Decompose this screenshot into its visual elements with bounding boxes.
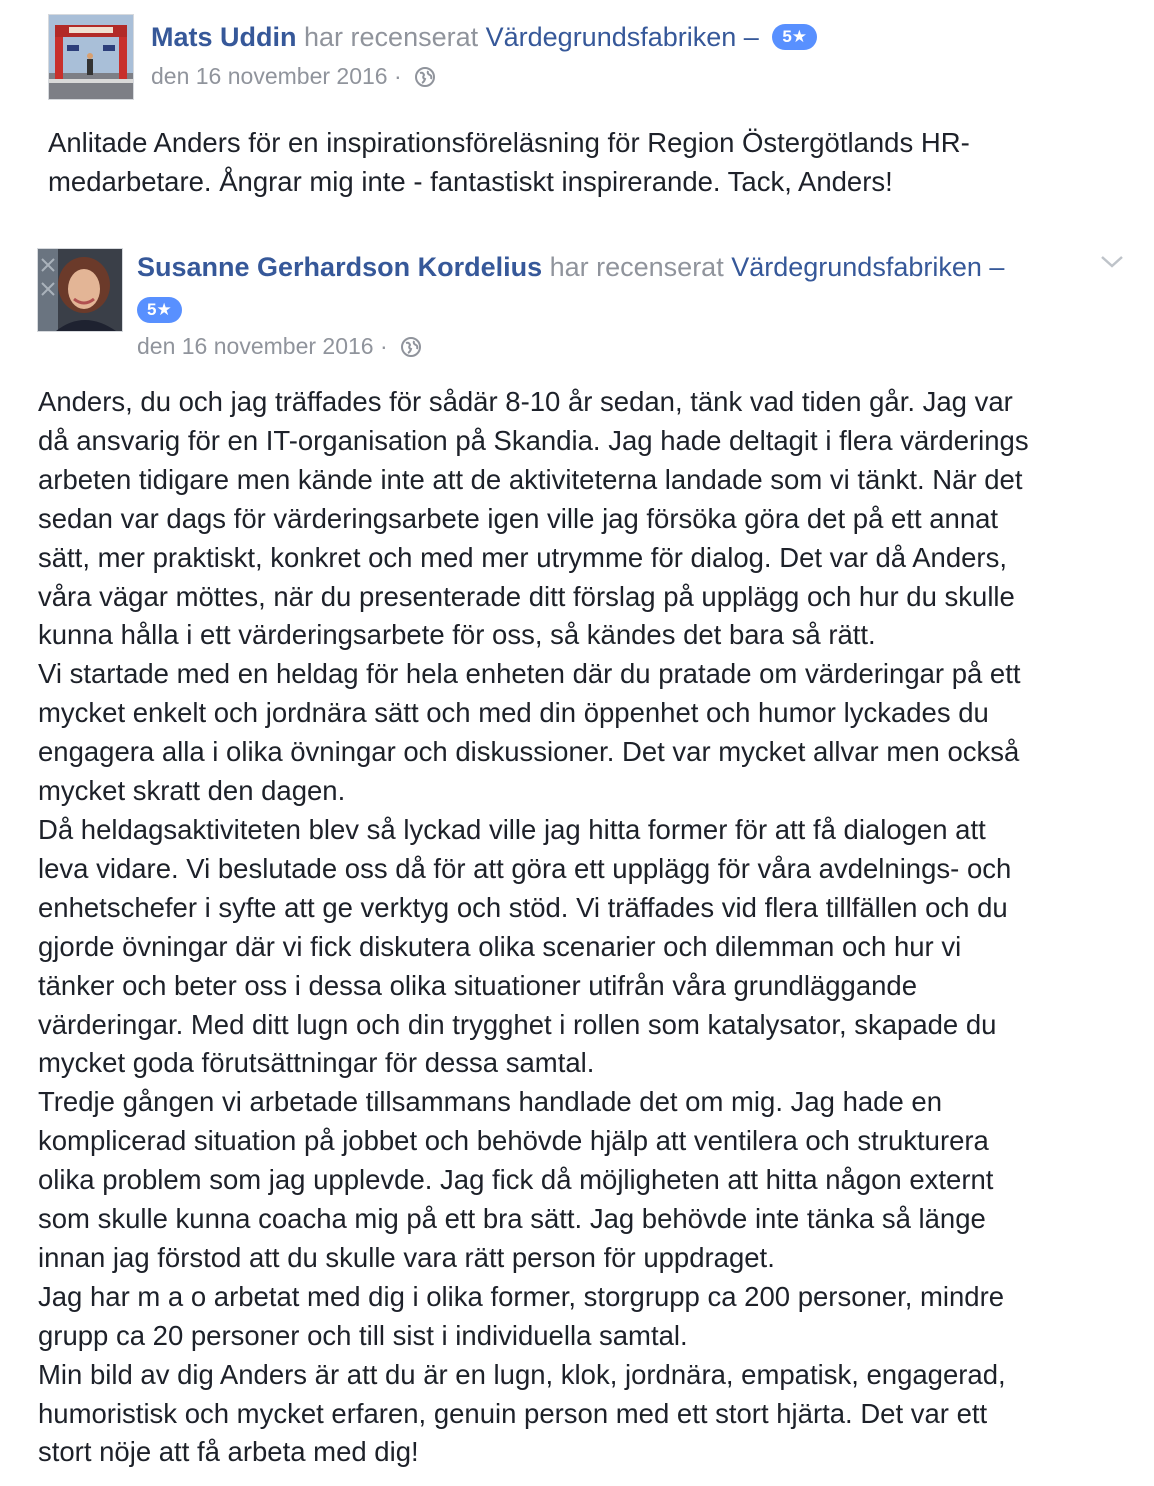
review-verb: har recenserat xyxy=(549,252,724,282)
text-line: Anlitade Anders för en inspirationsföreläsning för Region Östergötlands HR- xyxy=(48,127,970,158)
finish-arch-photo xyxy=(49,15,133,99)
text-line: komplicerad situation på jobbet och behövde hjälp att ventilera och strukturera xyxy=(38,1125,989,1157)
review-date[interactable]: den 16 november 2016 · xyxy=(137,333,388,359)
avatar[interactable] xyxy=(48,14,134,100)
review-date[interactable]: den 16 november 2016 · xyxy=(151,63,402,89)
text-line: som skulle kunna coacha mig på ett bra sätt. Jag behövde inte tänka så länge xyxy=(38,1203,986,1235)
review-text xyxy=(38,383,1029,1472)
reviewer-name[interactable]: Susanne Gerhardson Kordelius xyxy=(137,252,543,282)
rating-badge: 5★ xyxy=(772,24,817,50)
text-line: kunna hålla i ett värderingsarbete för oss, så kändes det bara så rätt. xyxy=(38,619,876,651)
text-line: då ansvarig för en IT-organisation på Skandia. Jag hade deltagit i flera värderings xyxy=(38,424,1029,456)
text-line: olika problem som jag upplevde. Jag fick då möjligheten att hitta någon externt xyxy=(38,1164,994,1196)
text-line: sätt, mer praktiskt, konkret och med mer utrymme för dialog. Det var då Anders, xyxy=(38,541,1007,573)
text-line: humoristisk och mycket erfaren, genuin person med ett stort hjärta. Det var ett xyxy=(38,1397,988,1429)
avatar[interactable] xyxy=(37,248,123,332)
globe-icon xyxy=(400,335,422,365)
text-line: våra vägar möttes, när du presenterade ditt förslag på upplägg och hur du skulle xyxy=(38,580,1015,612)
review-verb: har recenserat xyxy=(304,22,479,52)
text-line: gjorde övningar där vi fick diskutera olika scenarier och dilemman och hur vi xyxy=(38,930,962,962)
text-line: engagera alla i olika övningar och diskussioner. Det var mycket allvar men också xyxy=(38,736,1020,768)
portrait-photo xyxy=(38,249,122,331)
page-link[interactable]: Värdegrundsfabriken – xyxy=(731,252,1005,282)
text-line: Tredje gången vi arbetade tillsammans handlade det om mig. Jag hade en xyxy=(38,1086,942,1118)
text-line: grupp ca 20 personer och till sist i individuella samtal. xyxy=(38,1319,688,1351)
review-header xyxy=(137,249,1004,285)
page-link[interactable]: Värdegrundsfabriken – xyxy=(485,22,759,52)
review-text xyxy=(48,124,970,202)
text-line: värderingar. Med ditt lugn och din trygghet i rollen som katalysator, skapade du xyxy=(38,1008,997,1040)
review-meta xyxy=(151,61,436,95)
review-header xyxy=(151,19,817,55)
text-line: Jag har m a o arbetat med dig i olika former, storgrupp ca 200 personer, mindre xyxy=(38,1280,1005,1312)
text-line: Vi startade med en heldag för hela enheten där du pratade om värderingar på ett xyxy=(38,658,1021,690)
rating-badge: 5★ xyxy=(137,297,182,323)
text-line: arbeten tidigare men kände inte att de aktiviteterna landade som vi tänkt. När det xyxy=(38,463,1023,495)
review-meta xyxy=(137,331,422,365)
text-line: mycket goda förutsättningar för dessa samtal. xyxy=(38,1047,595,1079)
rating-line xyxy=(131,292,182,328)
text-line: mycket skratt den dagen. xyxy=(38,775,346,807)
reviewer-name[interactable]: Mats Uddin xyxy=(151,22,297,52)
text-line: leva vidare. Vi beslutade oss då för att göra ett upplägg för våra avdelnings- och xyxy=(38,852,1012,884)
text-line: tänker och beter oss i dessa olika situationer utifrån våra grundläggande xyxy=(38,969,918,1001)
text-line: sedan var dags för värderingsarbete igen ville jag försöka göra det på ett annat xyxy=(38,502,999,534)
text-line: innan jag förstod att du skulle vara rätt person för uppdraget. xyxy=(38,1241,775,1273)
text-line: stort nöje att få arbeta med dig! xyxy=(38,1436,419,1468)
text-line: medarbetare. Ångrar mig inte - fantastiskt inspirerande. Tack, Anders! xyxy=(48,165,893,197)
text-line: Då heldagsaktiviteten blev så lyckad ville jag hitta former för att få dialogen att xyxy=(38,813,986,845)
chevron-down-icon[interactable] xyxy=(1100,255,1124,274)
text-line: Anders, du och jag träffades för sådär 8-10 år sedan, tänk vad tiden går. Jag var xyxy=(38,386,1013,417)
text-line: Min bild av dig Anders är att du är en lugn, klok, jordnära, empatisk, engagerad, xyxy=(38,1358,1006,1390)
text-line: mycket enkelt och jordnära sätt och med din öppenhet och humor lyckades du xyxy=(38,697,989,729)
globe-icon xyxy=(414,65,436,95)
text-line: enhetschefer i syfte att ge verktyg och stöd. Vi träffades vid flera tillfällen och du xyxy=(38,891,1008,923)
